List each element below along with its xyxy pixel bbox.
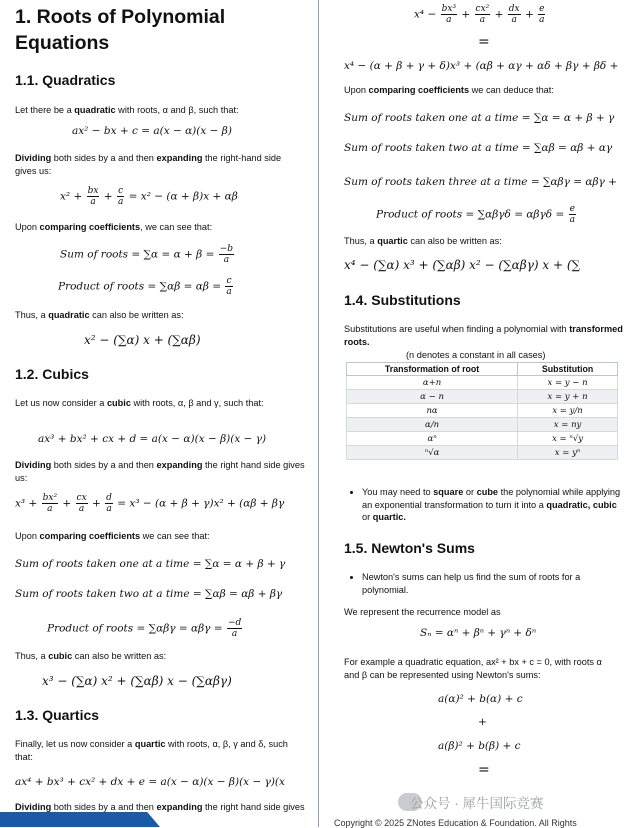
table-cell: x = yⁿ bbox=[518, 446, 618, 460]
text: we can see that: bbox=[140, 531, 210, 541]
bold-term: Dividing bbox=[15, 802, 52, 812]
heading-quadratics: 1.1. Quadratics bbox=[15, 72, 116, 88]
newtons-bullet-list bbox=[348, 571, 624, 596]
fraction: $\frac{\text{bx²}}{a}$ bbox=[42, 493, 58, 514]
table-row bbox=[347, 376, 618, 390]
quartic-product-of-roots bbox=[376, 204, 577, 225]
fraction: $\frac{cx}{a}$ bbox=[76, 493, 87, 514]
cubic-sum-two-at-a-time: Sum of roots taken two at a time = ∑αβ = αβ + βγ bbox=[15, 588, 283, 600]
table-cell: x = y + n bbox=[518, 390, 618, 404]
text: the right hand side gives bbox=[204, 802, 305, 812]
bold-term: Dividing bbox=[15, 460, 52, 470]
copyright-footer: Copyright © 2025 ZNotes Education & Foundation. All Rights bbox=[334, 818, 577, 828]
quartic-compare-text bbox=[344, 84, 629, 97]
text: Let us now consider a bbox=[15, 398, 107, 408]
bold-term: expanding bbox=[156, 460, 203, 470]
text: the right-hand side gives us: bbox=[15, 153, 282, 176]
eq-part: x² + bbox=[60, 190, 86, 203]
quartic-expanded-equation: x⁴ − (α + β + γ + δ)x³ + (αβ + αγ + αδ + βγ + βδ + bbox=[344, 60, 619, 72]
quadratic-factor-equation: ax² − bx + c = a(x − α)(x − β) bbox=[72, 125, 232, 137]
bold-term: expanding bbox=[156, 153, 203, 163]
cubic-product-of-roots bbox=[47, 618, 243, 639]
cubic-thus-text bbox=[15, 650, 305, 663]
table-cell: x = y − n bbox=[518, 376, 618, 390]
text: Thus, a bbox=[344, 236, 378, 246]
text: can also be written as: bbox=[72, 651, 167, 661]
cubic-compare-text bbox=[15, 530, 305, 543]
fraction: $\frac{e}{a}$ bbox=[569, 204, 575, 225]
fraction: $\frac{bx}{a}$ bbox=[87, 186, 99, 207]
quadratic-compare-text bbox=[15, 221, 305, 234]
list-item bbox=[362, 486, 624, 524]
quartic-sum-two-at-a-time: Sum of roots taken two at a time = ∑αβ = αβ + αγ bbox=[344, 142, 613, 154]
quartic-intro bbox=[15, 738, 305, 763]
cubic-intro bbox=[15, 397, 305, 410]
text: with roots, α, β and γ, such that: bbox=[130, 398, 264, 408]
equals-sign-bottom: = bbox=[478, 762, 490, 778]
text: the polynomial while applying an exponential transformation to turn it into a bbox=[362, 487, 621, 510]
table-row bbox=[347, 418, 618, 432]
title-line-1: 1. Roots of Polynomial bbox=[15, 6, 226, 28]
bold-term: square bbox=[433, 487, 464, 497]
table-row bbox=[347, 432, 618, 446]
text: with roots, α, β, γ and δ, such that: bbox=[15, 739, 288, 762]
text: Upon bbox=[344, 85, 369, 95]
newtons-example-text: For example a quadratic equation, ax² + bx + c = 0, with roots α and β can be represented using Newton's sums: bbox=[344, 657, 602, 680]
text: Let there be a bbox=[15, 105, 75, 115]
title-line-2: Equations bbox=[15, 32, 110, 54]
bold-term: quadratic bbox=[74, 105, 116, 115]
fraction: $\frac{dx}{a}$ bbox=[508, 4, 520, 25]
table-cell: ⁿ√α bbox=[347, 446, 518, 460]
bold-term: quartic. bbox=[372, 512, 406, 522]
text: , we can see that: bbox=[140, 222, 213, 232]
text: we can deduce that: bbox=[469, 85, 554, 95]
substitution-bullet-list bbox=[348, 486, 624, 524]
text: both sides by a and then bbox=[51, 153, 157, 163]
quartic-thus-text bbox=[344, 235, 629, 248]
quadratic-expanded-equation: x² + $\frac{bx}{a}$ + $\frac{c}{a}$ = x² − (α + β)x + αβ bbox=[60, 186, 238, 207]
fraction: $\frac{-d}{a}$ bbox=[227, 618, 242, 639]
bold-term: cube bbox=[476, 487, 499, 497]
bold-term: cubic bbox=[48, 651, 73, 661]
table-cell: α/n bbox=[347, 418, 518, 432]
watermark: 公众号 · 犀牛国际竞赛 bbox=[410, 796, 544, 811]
heading-cubics: 1.2. Cubics bbox=[15, 366, 89, 382]
bold-term: quadratic, cubic bbox=[546, 499, 617, 510]
quartic-general-form: x⁴ − (∑α) x³ + (∑αβ) x² − (∑αβγ) x + (∑ bbox=[344, 258, 581, 272]
newtons-beta-equation: a(β)² + b(β) + c bbox=[438, 740, 521, 752]
fraction: $\frac{d}{a}$ bbox=[106, 493, 112, 514]
text: Thus, a bbox=[15, 310, 49, 320]
newtons-sum-equation: Sₙ = αⁿ + βⁿ + γⁿ + δⁿ bbox=[420, 627, 537, 639]
fraction: $\frac{c}{a}$ bbox=[117, 186, 124, 207]
table-cell: α − n bbox=[347, 390, 518, 404]
page-title bbox=[15, 4, 225, 56]
table-cell: x = y/n bbox=[518, 404, 618, 418]
bold-term: quartic bbox=[134, 739, 166, 749]
quartic-factor-equation: ax⁴ + bx³ + cx² + dx + e = a(x − α)(x − β)(x − γ)(x bbox=[15, 776, 285, 788]
substitutions-intro bbox=[344, 323, 629, 348]
cubic-general-form: x³ − (∑α) x² + (∑αβ) x − (∑αβγ) bbox=[42, 674, 232, 688]
quadratic-general-form: x² − (∑α) x + (∑αβ) bbox=[84, 333, 201, 347]
eq-part: x⁴ − bbox=[414, 8, 440, 21]
table-header-substitution: Substitution bbox=[518, 363, 618, 376]
plus-sign: + bbox=[478, 716, 487, 728]
column-divider bbox=[318, 0, 319, 827]
table-cell: α+n bbox=[347, 376, 518, 390]
bold-term: Dividing bbox=[15, 153, 52, 163]
cubic-dividing-text bbox=[15, 459, 305, 484]
footer-accent-bar bbox=[0, 812, 160, 827]
text: You may need to bbox=[362, 487, 434, 497]
text: Upon bbox=[15, 531, 40, 541]
bold-term: transformed roots. bbox=[344, 324, 623, 347]
table-row bbox=[347, 446, 618, 460]
quadratic-sum-of-roots bbox=[60, 244, 235, 265]
table-row bbox=[347, 404, 618, 418]
fraction: $\frac{-b}{a}$ bbox=[219, 244, 234, 265]
text: the right hand side gives us: bbox=[15, 460, 305, 483]
text: with roots, α and β, such that: bbox=[115, 105, 239, 115]
bold-term: cubic bbox=[106, 398, 131, 408]
bold-term: comparing coefficients bbox=[39, 222, 141, 232]
text: both sides by a and then bbox=[51, 460, 157, 470]
eq-part: = x³ − (α + β + γ)x² + (αβ + βγ bbox=[113, 497, 285, 510]
bold-term: expanding bbox=[156, 802, 203, 812]
table-cell: αⁿ bbox=[347, 432, 518, 446]
bold-term: comparing coefficients bbox=[368, 85, 470, 95]
heading-quartics: 1.3. Quartics bbox=[15, 707, 100, 723]
table-row bbox=[347, 390, 618, 404]
eq-part: Sum of roots = ∑α = α + β = bbox=[60, 248, 218, 261]
text: can also be written as: bbox=[89, 310, 184, 320]
text: Upon bbox=[15, 222, 40, 232]
bold-term: comparing coefficients bbox=[39, 531, 141, 541]
fraction: $\frac{\text{bx³}}{a}$ bbox=[441, 4, 457, 25]
text: Thus, a bbox=[15, 651, 49, 661]
bold-term: quartic bbox=[377, 236, 408, 246]
table-cell: nα bbox=[347, 404, 518, 418]
quadratic-product-of-roots bbox=[58, 276, 234, 297]
newtons-alpha-equation: a(α)² + b(α) + c bbox=[438, 693, 523, 705]
text: Finally, let us now consider a bbox=[15, 739, 135, 749]
text: or bbox=[463, 487, 477, 497]
fraction: $\frac{e}{a}$ bbox=[539, 4, 545, 25]
substitution-table bbox=[346, 362, 618, 460]
table-cell: x = ⁿ√y bbox=[518, 432, 618, 446]
quartic-sum-one-at-a-time: Sum of roots taken one at a time = ∑α = α + β + γ bbox=[344, 112, 615, 124]
equals-sign: = bbox=[478, 34, 490, 50]
text: or bbox=[362, 512, 373, 522]
bold-term: quadratic bbox=[48, 310, 90, 320]
eq-part: = x² − (α + β)x + αβ bbox=[125, 190, 238, 203]
eq-part: Product of roots = ∑αβγδ = αβγδ = bbox=[376, 208, 568, 221]
table-header-transformation: Transformation of root bbox=[347, 363, 518, 376]
eq-part: Product of roots = ∑αβ = αβ = bbox=[58, 280, 225, 293]
quadratic-thus-text bbox=[15, 309, 305, 322]
newtons-represent-text: We represent the recurrence model as bbox=[344, 607, 501, 617]
text: can also be written as: bbox=[407, 236, 502, 246]
fraction: $\frac{c}{a}$ bbox=[226, 276, 232, 297]
quartic-divided-equation: x⁴ − $\frac{\text{bx³}}{a}$ + $\frac{\text{cx²}}{a}$ + $\frac{dx}{a}$ + $\frac{e}{a}$ bbox=[414, 4, 545, 25]
text: Substitutions are useful when finding a polynomial with bbox=[344, 324, 570, 334]
table-header-row bbox=[347, 363, 618, 376]
cubic-sum-one-at-a-time: Sum of roots taken one at a time = ∑α = α + β + γ bbox=[15, 558, 286, 570]
quadratic-dividing-text bbox=[15, 152, 305, 177]
quartic-sum-three-at-a-time: Sum of roots taken three at a time = ∑αβγ = αβγ + bbox=[344, 176, 617, 188]
text: both sides by a and then bbox=[51, 802, 157, 812]
substitutions-note: (n denotes a constant in all cases) bbox=[406, 350, 546, 360]
list-item: • Newton's sums can help us find the sum of roots for a polynomial. bbox=[362, 571, 624, 596]
heading-substitutions: 1.4. Substitutions bbox=[344, 292, 461, 308]
fraction: $\frac{\text{cx²}}{a}$ bbox=[475, 4, 490, 25]
quadratic-intro bbox=[15, 104, 305, 117]
cubic-expanded-equation: x³ + $\frac{\text{bx²}}{a}$ + $\frac{cx}{a}$ + $\frac{d}{a}$ = x³ − (α + β + γ)x² + (αβ + βγ bbox=[15, 493, 285, 514]
heading-newtons-sums: 1.5. Newton's Sums bbox=[344, 540, 475, 556]
table-cell: x = ny bbox=[518, 418, 618, 432]
eq-part: Product of roots = ∑αβγ = αβγ = bbox=[47, 622, 226, 635]
cubic-factor-equation: ax³ + bx² + cx + d = a(x − α)(x − β)(x − γ) bbox=[38, 433, 267, 445]
